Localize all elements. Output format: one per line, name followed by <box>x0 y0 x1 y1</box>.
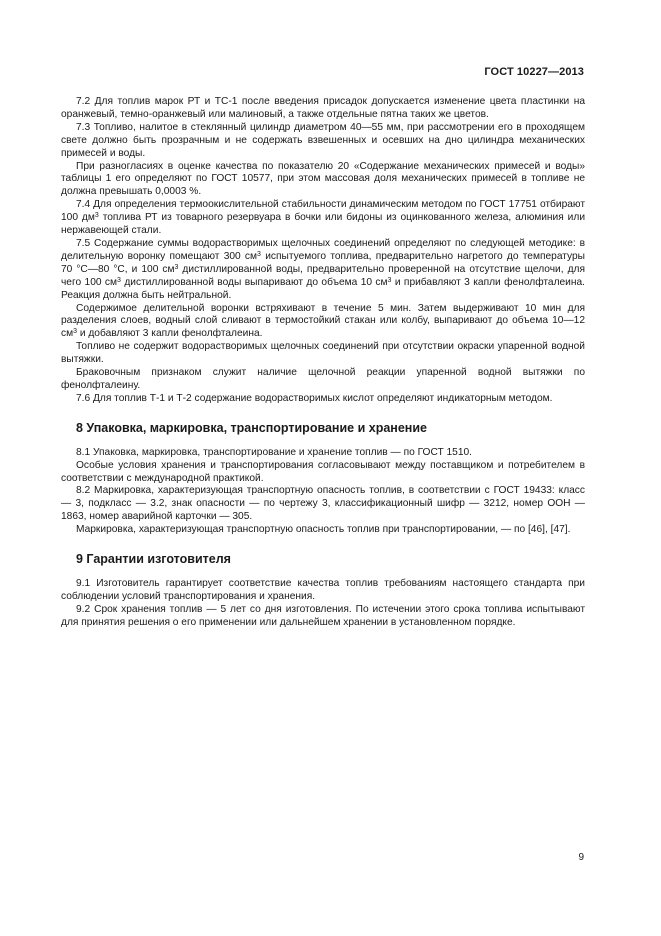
paragraph-7-2: 7.2 Для топлив марок РТ и ТС-1 после введения присадок допускается изменение цвета пластинки на оранжевый, темно-оранжевый или малиновый, а также отдельные пятна таких же цветов. <box>61 96 585 120</box>
paragraph-8-2-transport: Маркировка, характеризующая транспортную опасность топлив при транспортировании, — по [46], [47]. <box>76 524 571 536</box>
paragraph-9-2: 9.2 Срок хранения топлив — 5 лет со дня изготовления. По истечении этого срока топлива испытывают для принятия решения о его применении или дальнейшем хранении в установленном порядке. <box>61 603 585 628</box>
document-body <box>61 96 585 630</box>
document-id: ГОСТ 10227—2013 <box>484 66 584 78</box>
paragraph-7-4: 7.4 Для определения термоокислительной стабильности динамическим методом по ГОСТ 17751 отбирают 100 $дм^3$ топлива РТ из товарного резервуара в бочки или бидоны из оцинкованного железа, алюминия или нержавеющей стали. <box>61 199 586 237</box>
paragraph-7-6: 7.6 Для топлив Т-1 и Т-2 содержание водорастворимых кислот определяют индикаторным методом. <box>76 392 553 404</box>
paragraph-7-3: 7.3 Топливо, налитое в стеклянный цилиндр диаметром 40—55 мм, при рассмотрении его в проходящем свете должно быть прозрачным и не содержать взвешенных и осевших на дно цилиндра механических примесей и воды. <box>61 121 585 159</box>
paragraph-9-1: 9.1 Изготовитель гарантирует соответствие качества топлив требованиям настоящего стандарта при соблюдении условий транспортирования и хранения. <box>61 578 585 602</box>
paragraph-7-5: 7.5 Содержание суммы водорастворимых щелочных соединений определяют по следующей методике: в делительную воронку помещают 300 $см^3$ испытуемого топлива, предварительно нагретого до температуры 70 °С—80 °С, и 100 $см^3$ дистиллированной воды, предварительно проверенной на отсутствие щелочи, для чего 100 $см^3$ дистиллированной воды выпаривают до объема 10 $см^3$ и прибавляют 3 капли фенолфталеина. Реакция должна быть нейтральной. <box>61 237 586 301</box>
paragraph-8-1: 8.1 Упаковка, маркировка, транспортирование и хранение топлив — по ГОСТ 1510. <box>76 446 473 458</box>
paragraph-8-1-conditions: Особые условия хранения и транспортирования согласовывают между поставщиком и потребителем в соответствии с международной практикой. <box>61 459 585 484</box>
paragraph-7-5-reject: Браковочным признаком служит наличие щелочной реакции упаренной водной вытяжки по фенолфталеину. <box>61 367 585 391</box>
paragraph-8-2: 8.2 Маркировка, характеризующая транспортную опасность топлив, в соответствии с ГОСТ 19433: класс — 3, подкласс — 3.2, знак опасности — по чертежу 3, классификационный шифр — 3212, номер ООН — 1863, номер аварийной карточки — 305. <box>61 485 585 523</box>
section-9-heading: 9 Гарантии изготовителя <box>76 552 231 567</box>
paragraph-7-3-disagreement: При разногласиях в оценке качества по показателю 20 «Содержание механических примесей и воды» таблицы 1 его определяют по ГОСТ 10577, при этом массовая доля механических примесей в топливе не должна превышать 0,0003 %. <box>61 160 585 198</box>
paragraph-7-5-shaking: Содержимое делительной воронки встряхивают в течение 5 мин. Затем выдерживают 10 мин для разделения слоев, водный слой сливают в термостойкий стакан или колбу, выпаривают до объема 10—12 $см^3$ и добавляют 3 капли фенолфталеина. <box>61 302 585 340</box>
paragraph-7-5-result: Топливо не содержит водорастворимых щелочных соединений при отсутствии окраски упаренной водной вытяжки. <box>61 341 585 366</box>
section-8-heading: 8 Упаковка, маркировка, транспортирование и хранение <box>76 420 427 435</box>
page-number: 9 <box>578 852 584 863</box>
